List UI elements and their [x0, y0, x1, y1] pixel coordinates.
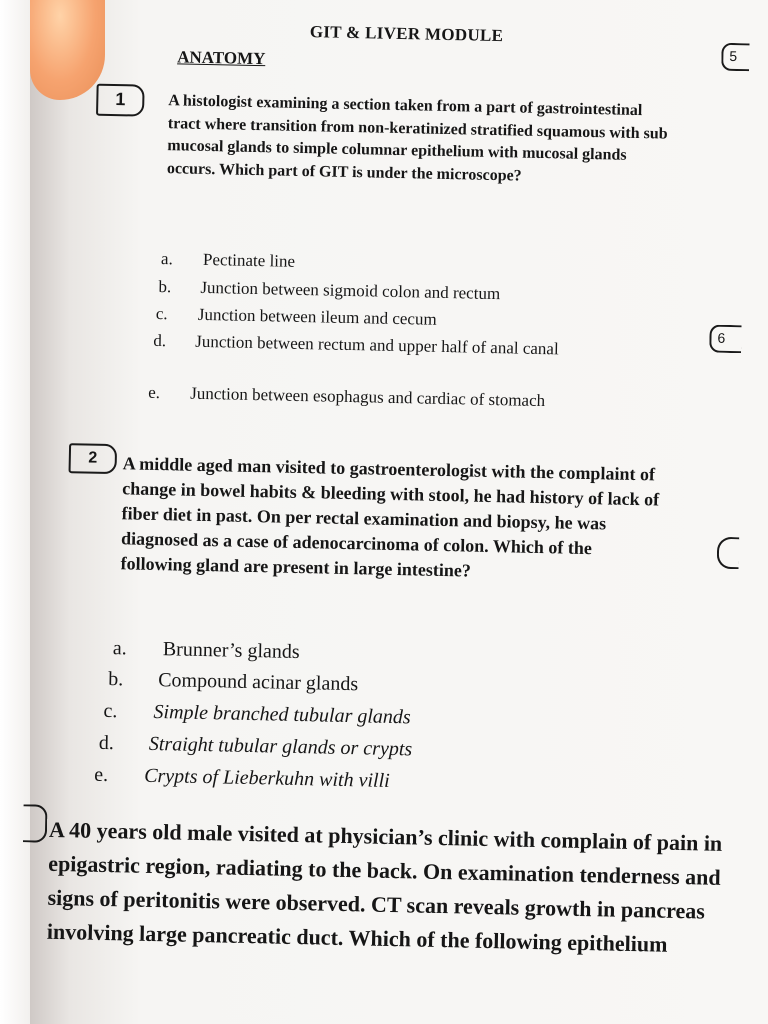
option-text: Compound acinar glands [157, 669, 359, 696]
answer-option [161, 249, 641, 281]
edge-question-marker: 6 [709, 325, 742, 354]
edge-question-marker [717, 537, 740, 569]
answer-option [99, 731, 619, 768]
answer-option [94, 763, 614, 800]
answer-option [153, 331, 634, 385]
option-text: Straight tubular glands or crypts [148, 732, 413, 761]
edge-question-marker: 5 [721, 43, 750, 72]
option-text: Junction between ileum and cecum [197, 304, 437, 329]
option-letter: b. [107, 668, 124, 691]
option-letter: a. [160, 249, 174, 269]
option-letter: d. [98, 731, 115, 755]
answer-option [108, 667, 628, 704]
question-stem: A 40 years old male visited at physician’s clinic with complain of pain in epigastric region, radiating to the back. On examination tenderness and signs of peritonitis were observed. CT scan reveals growth in pancreas involving large pancreatic duct. Which of the following epithelium [46, 816, 723, 957]
section-title: ANATOMY [177, 47, 266, 69]
option-letter: e. [148, 382, 161, 403]
option-text: Brunner’s glands [162, 638, 300, 664]
option-text: Junction between esophagus and cardiac of stomach [190, 383, 546, 411]
option-text: Junction between sigmoid colon and rectum [200, 277, 501, 304]
answer-option [158, 277, 638, 309]
question-stem: A middle aged man visited to gastroenterologist with the complaint of change in bowel habits & bleeding with stool, he had history of lack of fiber diet in past. On per rectal examination and biopsy, he was diagnosed as a case of adenocarcinoma of colon. Which of the following gland are present in large intestine? [120, 453, 660, 581]
option-text: Simple branched tubular glands [153, 700, 411, 729]
option-text: Crypts of Lieberkuhn with villi [143, 764, 390, 792]
module-title: GIT & LIVER MODULE [309, 22, 504, 46]
option-letter: e. [93, 763, 109, 787]
question-number-box: 2 [69, 443, 118, 474]
option-letter: c. [155, 303, 168, 324]
option-letter: c. [103, 699, 118, 723]
question-number-box [23, 804, 48, 842]
option-text: Junction between rectum and upper half of anal canal [195, 331, 559, 359]
option-text: Pectinate line [202, 249, 296, 271]
option-letter: a. [112, 637, 127, 660]
answer-option [103, 699, 623, 736]
answer-option [156, 304, 636, 336]
option-letter: d. [153, 330, 167, 351]
question-number-box: 1 [96, 84, 145, 117]
answer-option [147, 383, 628, 437]
answer-option [113, 636, 633, 673]
option-letter: b. [158, 276, 172, 297]
question-stem: A histologist examining a section taken from a part of gastrointestinal tract where transition from non-keratinized stratified squamous with sub mucosal glands to simple columnar epithelium with mucosal glands occurs. Which part of GIT is under the microscope? [166, 92, 668, 185]
